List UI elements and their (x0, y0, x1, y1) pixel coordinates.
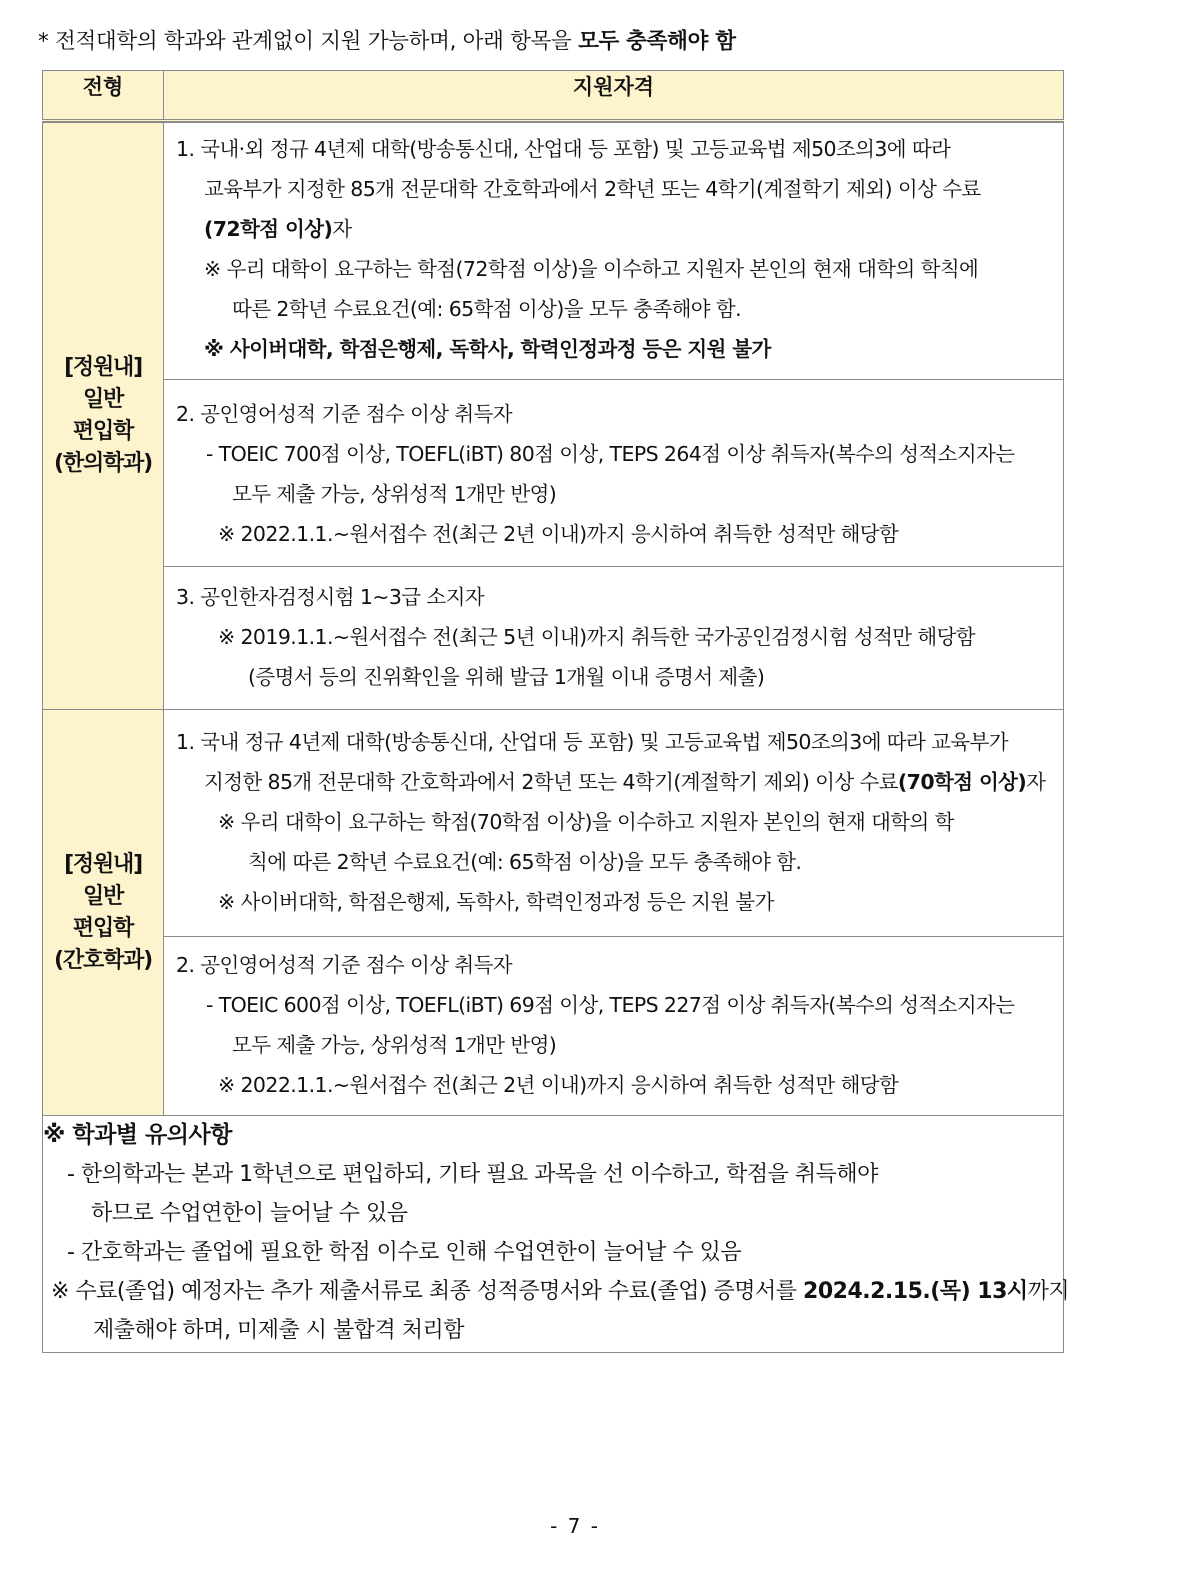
item-note: ※ 우리 대학이 요구하는 학점(72학점 이상)을 이수하고 지원자 본인의 현재 대학의 학칙에 (204, 257, 979, 281)
eligibility-table (42, 70, 1070, 1353)
item-text-suffix: 자 (332, 217, 352, 241)
item-text-main: 지정한 85개 전문대학 간호학과에서 2학년 또는 4학기(계절학기 제외) 이상 수료 (204, 770, 898, 794)
table-row (43, 1116, 1064, 1353)
header-type: 전형 (43, 71, 164, 121)
item-heading: 2. 공인영어성적 기준 점수 이상 취득자 (176, 402, 512, 426)
category-line: 편입학 (72, 419, 134, 444)
item-text (176, 209, 1053, 249)
intro-text: * 전적대학의 학과와 관계없이 지원 가능하며, 아래 항목을 (38, 29, 579, 54)
item-text: 모두 제출 가능, 상위성적 1개만 반영) (232, 1033, 557, 1057)
item-text: - TOEIC 600점 이상, TOEFL(iBT) 69점 이상, TEPS 227점 이상 취득자(복수의 성적소지자는 (206, 993, 1015, 1017)
category-line: 편입학 (72, 915, 134, 941)
item-note: ※ 사이버대학, 학점은행제, 독학사, 학력인정과정 등은 지원 불가 (218, 890, 774, 914)
item-note-cont: (증명서 등의 진위확인을 위해 발급 1개월 이내 증명서 제출) (248, 665, 765, 689)
item-text: 모두 제출 가능, 상위성적 1개만 반영) (232, 482, 557, 506)
item-text (176, 762, 1053, 802)
intro-notice (38, 24, 736, 55)
item-note: ※ 2019.1.1.~원서접수 전(최근 5년 이내)까지 취득한 국가공인검정시험 성적만 해당함 (218, 625, 976, 649)
qualification-cell (164, 123, 1064, 380)
deadline-text: ※ 수료(졸업) 예정자는 추가 제출서류로 최종 성적증명서와 수료(졸업) 증명서를 (51, 1279, 804, 1304)
item-note-bold: ※ 사이버대학, 학점은행제, 독학사, 학력인정과정 등은 지원 불가 (204, 337, 771, 361)
page-number: - 7 - (550, 1514, 600, 1538)
credit-requirement: (72학점 이상) (204, 217, 333, 241)
notes-deadline (43, 1272, 1070, 1311)
qualification-cell (164, 937, 1064, 1116)
deadline-date: 2024.2.15.(목) 13시 (803, 1279, 1028, 1304)
category-line: [정원내] (64, 851, 142, 877)
category-line: (한의학과) (54, 451, 152, 476)
notes-item: - 간호학과는 졸업에 필요한 학점 이수로 인해 수업연한이 늘어날 수 있음 (67, 1240, 742, 1265)
qualification-cell (164, 710, 1064, 937)
category-line: 일반 (82, 387, 124, 412)
item-heading: 3. 공인한자검정시험 1~3급 소지자 (176, 585, 485, 609)
table-row (43, 937, 1064, 1116)
table-row (43, 380, 1064, 567)
item-text: - TOEIC 700점 이상, TOEFL(iBT) 80점 이상, TEPS 264점 이상 취득자(복수의 성적소지자는 (206, 442, 1015, 466)
category-line: 일반 (82, 883, 124, 909)
category-oriental-medicine (43, 123, 164, 710)
item-heading: 2. 공인영어성적 기준 점수 이상 취득자 (176, 953, 512, 977)
item-heading: 1. 국내·외 정규 4년제 대학(방송통신대, 산업대 등 포함) 및 고등교육법 제50조의3에 따라 (176, 137, 951, 161)
notes-deadline-cont: 제출해야 하며, 미제출 시 불합격 처리함 (93, 1318, 464, 1343)
item-note-cont: 칙에 따른 2학년 수료요건(예: 65학점 이상)을 모두 충족해야 함. (248, 850, 802, 874)
department-notes (43, 1116, 1070, 1353)
qualification-cell (164, 567, 1064, 710)
table-row (43, 710, 1064, 937)
table-row (43, 567, 1064, 710)
intro-emphasis: 모두 충족해야 함 (578, 29, 736, 54)
item-note: ※ 2022.1.1.~원서접수 전(최근 2년 이내)까지 응시하여 취득한 성적만 해당함 (218, 522, 899, 546)
header-qualification: 지원자격 (164, 71, 1064, 121)
category-line: (간호학과) (54, 947, 152, 973)
notes-item: - 한의학과는 본과 1학년으로 편입하되, 기타 필요 과목을 선 이수하고, 학점을 취득해야 (67, 1162, 878, 1187)
item-heading: 1. 국내 정규 4년제 대학(방송통신대, 산업대 등 포함) 및 고등교육법 제50조의3에 따라 교육부가 (176, 730, 1008, 754)
deadline-suffix: 까지 (1027, 1279, 1070, 1304)
item-note-cont: 따른 2학년 수료요건(예: 65학점 이상)을 모두 충족해야 함. (232, 297, 742, 321)
notes-title: ※ 학과별 유의사항 (43, 1122, 232, 1148)
category-nursing (43, 710, 164, 1116)
item-text-suffix: 자 (1026, 770, 1046, 794)
category-line: [정원내] (64, 355, 142, 380)
item-note: ※ 2022.1.1.~원서접수 전(최근 2년 이내)까지 응시하여 취득한 성적만 해당함 (218, 1073, 899, 1097)
item-text: 교육부가 지정한 85개 전문대학 간호학과에서 2학년 또는 4학기(계절학기 제외) 이상 수료 (204, 177, 981, 201)
table-header-row (43, 71, 1064, 121)
notes-item-cont: 하므로 수업연한이 늘어날 수 있음 (91, 1201, 408, 1226)
item-note: ※ 우리 대학이 요구하는 학점(70학점 이상)을 이수하고 지원자 본인의 현재 대학의 학 (218, 810, 954, 834)
credit-requirement: (70학점 이상) (897, 770, 1027, 794)
qualification-cell (164, 380, 1064, 567)
table-row (43, 123, 1064, 380)
